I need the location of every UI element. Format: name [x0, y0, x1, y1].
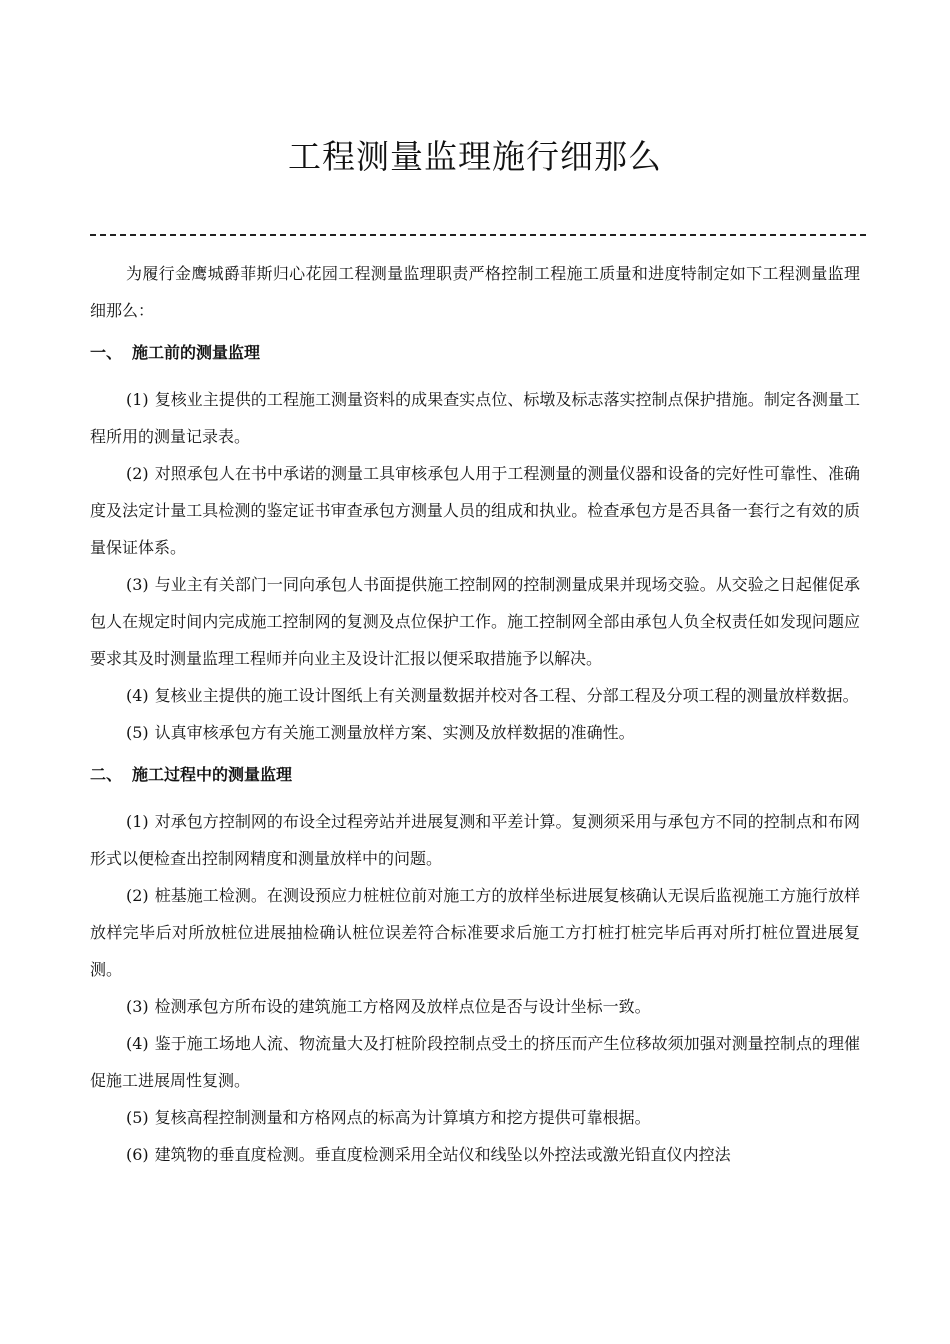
- list-item: [90, 988, 860, 1025]
- item-text: 认真审核承包方有关施工测量放样方案、实测及放样数据的准确性。: [154, 723, 635, 742]
- intro-paragraph: 为履行金鹰城爵菲斯归心花园工程测量监理职责严格控制工程施工质量和进度特制定如下工程测量监理细那么：: [90, 264, 860, 320]
- section-title: 施工前的测量监理: [132, 343, 261, 362]
- item-marker: (3): [126, 575, 149, 594]
- item-text: 复核业主提供的施工设计图纸上有关测量数据并校对各工程、分部工程及分项工程的测量放样数据。: [154, 686, 859, 705]
- section-heading-2: [90, 757, 860, 793]
- section-title: 施工过程中的测量监理: [132, 765, 293, 784]
- item-marker: (4): [126, 1034, 149, 1053]
- list-item: [90, 1099, 860, 1136]
- item-marker: (5): [126, 723, 149, 742]
- item-text: 复核业主提供的工程施工测量资料的成果查实点位、标墩及标志落实控制点保护措施。制定各测量工程所用的测量记录表。: [90, 390, 860, 446]
- item-marker: (2): [126, 464, 149, 483]
- document-body: [90, 255, 860, 1173]
- item-marker: (5): [126, 1108, 149, 1127]
- list-item: [90, 1136, 860, 1173]
- item-text: 对承包方控制网的布设全过程旁站并进展复测和平差计算。复测须采用与承包方不同的控制点和布网形式以便检查出控制网精度和测量放样中的问题。: [90, 812, 860, 868]
- item-marker: (6): [126, 1145, 149, 1164]
- list-item: [90, 714, 860, 751]
- list-item: [90, 877, 860, 988]
- item-marker: (3): [126, 997, 149, 1016]
- item-text: 与业主有关部门一同向承包人书面提供施工控制网的控制测量成果并现场交验。从交验之日起催促承包人在规定时间内完成施工控制网的复测及点位保护工作。施工控制网全部由承包人负全权责任如发现问题应要求其及时测量监理工程师并向业主及设计汇报以便采取措施予以解决。: [90, 575, 860, 668]
- list-item: [90, 677, 860, 714]
- section-number: 一、: [90, 343, 123, 362]
- item-marker: (1): [126, 390, 149, 409]
- section-number: 二、: [90, 765, 123, 784]
- list-item: [90, 1025, 860, 1099]
- item-text: 建筑物的垂直度检测。垂直度检测采用全站仪和线坠以外控法或激光铅直仪内控法: [154, 1145, 731, 1164]
- item-text: 检测承包方所布设的建筑施工方格网及放样点位是否与设计坐标一致。: [154, 997, 651, 1016]
- item-marker: (2): [126, 886, 149, 905]
- title-divider: [90, 234, 866, 236]
- section-heading-1: [90, 335, 860, 371]
- item-text: 桩基施工检测。在测设预应力桩桩位前对施工方的放样坐标进展复核确认无误后监视施工方施行放样放样完毕后对所放桩位进展抽检确认桩位误差符合标准要求后施工方打桩打桩完毕后再对所打桩位置进展复测。: [90, 886, 860, 979]
- page-title: 工程测量监理施行细那么: [288, 137, 662, 176]
- item-text: 对照承包人在书中承诺的测量工具审核承包人用于工程测量的测量仪器和设备的完好性可靠性、准确度及法定计量工具检测的鉴定证书审查承包方测量人员的组成和执业。检查承包方是否具备一套行之有效的质量保证体系。: [90, 464, 860, 557]
- list-item: [90, 381, 860, 455]
- item-text: 复核高程控制测量和方格网点的标高为计算填方和挖方提供可靠根据。: [154, 1108, 651, 1127]
- list-item: [90, 455, 860, 566]
- list-item: [90, 566, 860, 677]
- item-marker: (1): [126, 812, 149, 831]
- list-item: [90, 803, 860, 877]
- item-marker: (4): [126, 686, 149, 705]
- item-text: 鉴于施工场地人流、物流量大及打桩阶段控制点受土的挤压而产生位移故须加强对测量控制点的理催促施工进展周性复测。: [90, 1034, 860, 1090]
